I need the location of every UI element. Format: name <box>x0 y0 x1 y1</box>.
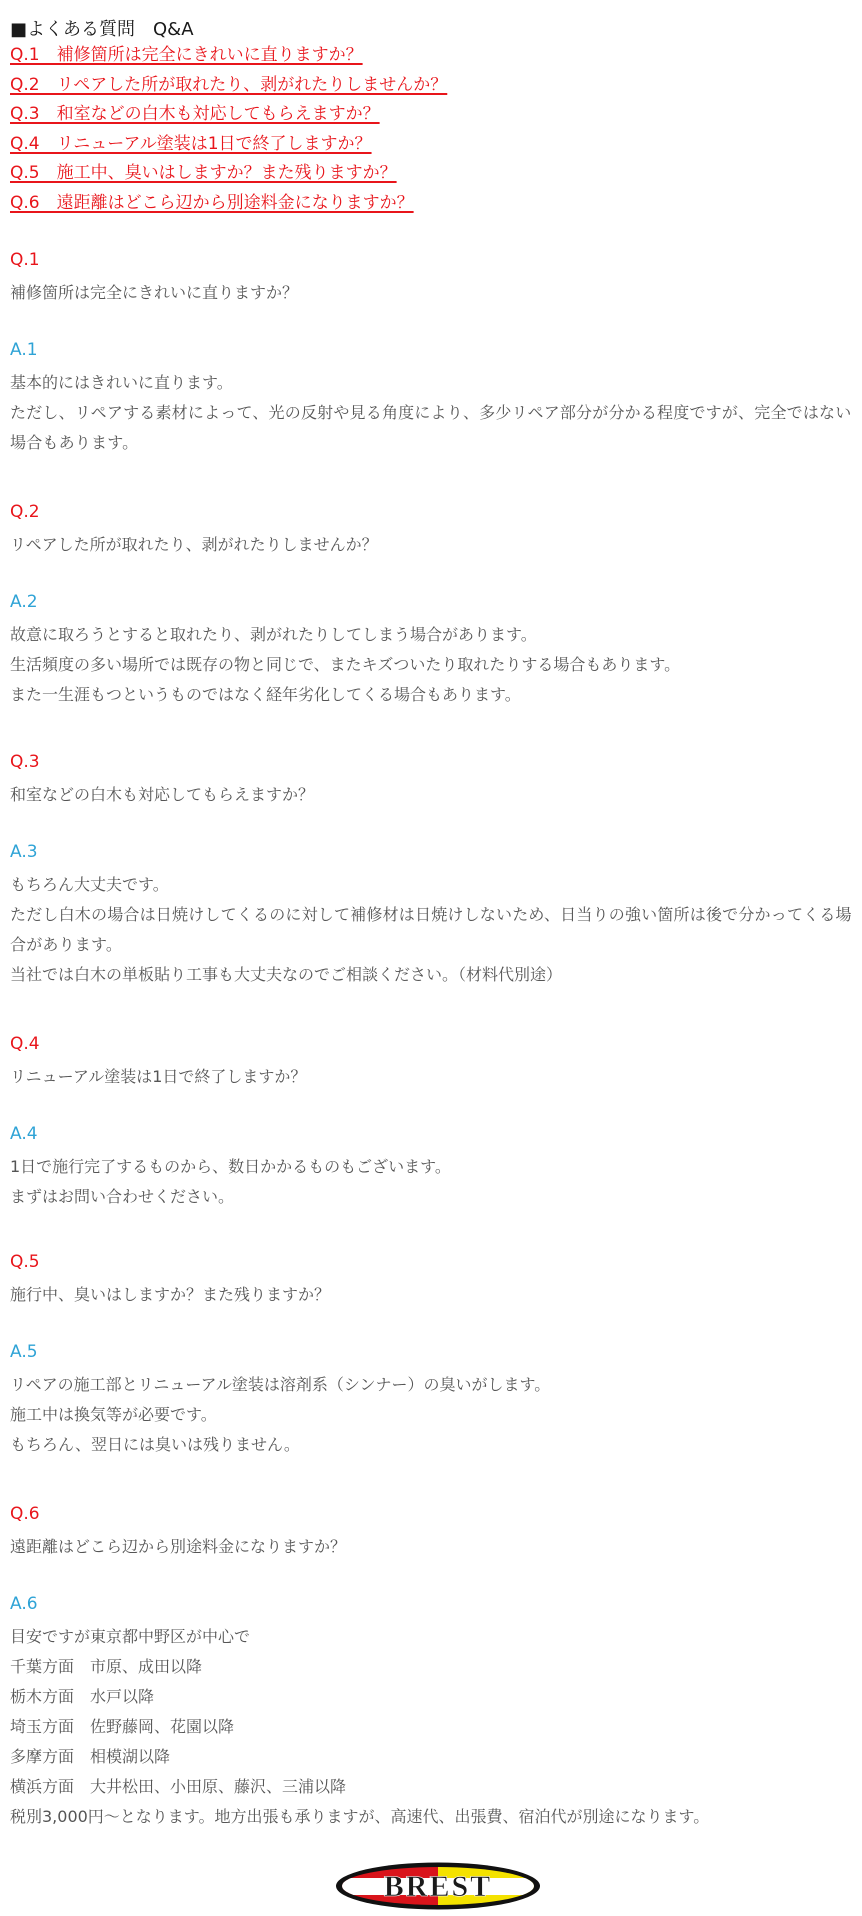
answer-6 <box>10 1592 855 1832</box>
answer-line: 横浜方面 大井松田、小田原、藤沢、三浦以降 <box>10 1777 347 1796</box>
logo-emblem <box>335 1862 541 1910</box>
answer-label: A.2 <box>10 592 38 612</box>
question-text: リペアした所が取れたり、剥がれたりしませんか？ <box>10 535 378 554</box>
answer-line: まずはお問い合わせください。 <box>10 1187 235 1206</box>
answer-line: 1日で施行完了するものから、数日かかるものもございます。 <box>10 1157 451 1176</box>
answer-line: 多摩方面 相模湖以降 <box>10 1747 171 1766</box>
faq-item-3 <box>10 750 855 810</box>
faq-item-5 <box>10 1250 855 1310</box>
question-label: Q.5 <box>10 1252 40 1272</box>
answer-line: ただし、リペアする素材によって、光の反射や見る角度により、多少リペア部分が分かる程度ですが、完全ではない場合もあります。 <box>10 403 852 452</box>
logo-wordmark: BREST <box>383 1870 493 1903</box>
answer-label: A.1 <box>10 340 38 360</box>
faq-link-q4[interactable]: Q.4 リニューアル塗装は1日で終了しますか？ <box>10 133 372 154</box>
answer-line: もちろん、翌日には臭いは残りません。 <box>10 1435 300 1454</box>
page-title: ■よくある質問 Q&A <box>10 19 194 40</box>
answer-line: もちろん大丈夫です。 <box>10 875 169 894</box>
answer-3 <box>10 840 855 990</box>
answer-line: 生活頻度の多い場所では既存の物と同じで、またキズついたり取れたりする場合もあります。 <box>10 655 681 674</box>
answer-line: また一生涯もつというものではなく経年劣化してくる場合もあります。 <box>10 685 521 704</box>
question-label: Q.1 <box>10 250 40 270</box>
answer-line: リペアの施工部とリニューアル塗装は溶剤系（シンナー）の臭いがします。 <box>10 1375 551 1394</box>
question-text: 補修箇所は完全にきれいに直りますか？ <box>10 283 299 302</box>
answer-line: 基本的にはきれいに直ります。 <box>10 373 233 392</box>
answer-4 <box>10 1122 855 1212</box>
faq-item-4 <box>10 1032 855 1092</box>
faq-item-1 <box>10 248 855 308</box>
answer-line: 栃木方面 水戸以降 <box>10 1687 155 1706</box>
answer-label: A.4 <box>10 1124 38 1144</box>
answer-line: ただし白木の場合は日焼けしてくるのに対して補修材は日焼けしないため、日当りの強い箇所は後で分かってくる場合があります。 <box>10 905 852 954</box>
brest-logo <box>335 1862 541 1910</box>
answer-label: A.5 <box>10 1342 38 1362</box>
faq-link-q5[interactable]: Q.5 施工中、臭いはしますか？また残りますか？ <box>10 163 397 184</box>
faq-link-q3[interactable]: Q.3 和室などの白木も対応してもらえますか？ <box>10 104 380 125</box>
answer-line: 千葉方面 市原、成田以降 <box>10 1657 203 1676</box>
question-text: リニューアル塗装は1日で終了しますか？ <box>10 1067 307 1086</box>
answer-line: 目安ですが東京都中野区が中心で <box>10 1627 251 1646</box>
question-text: 和室などの白木も対応してもらえますか？ <box>10 785 315 804</box>
answer-2 <box>10 590 855 710</box>
answer-line: 税別3,000円～となります。地方出張も承りますが、高速代、出張費、宿泊代が別途になります。 <box>10 1807 710 1826</box>
faq-index <box>10 42 447 220</box>
answer-line: 故意に取ろうとすると取れたり、剥がれたりしてしまう場合があります。 <box>10 625 537 644</box>
question-label: Q.6 <box>10 1504 40 1524</box>
question-text: 遠距離はどこら辺から別途料金になりますか？ <box>10 1537 347 1556</box>
question-label: Q.4 <box>10 1034 40 1054</box>
answer-label: A.6 <box>10 1594 38 1614</box>
question-label: Q.3 <box>10 752 40 772</box>
answer-1 <box>10 338 855 458</box>
faq-link-q2[interactable]: Q.2 リペアした所が取れたり、剥がれたりしませんか？ <box>10 74 448 95</box>
faq-item-2 <box>10 500 855 560</box>
faq-link-q1[interactable]: Q.1 補修箇所は完全にきれいに直りますか？ <box>10 45 363 65</box>
faq-item-6 <box>10 1502 855 1562</box>
answer-line: 施工中は換気等が必要です。 <box>10 1405 217 1424</box>
answer-label: A.3 <box>10 842 38 862</box>
answer-5 <box>10 1340 855 1460</box>
answer-line: 当社では白木の単板貼り工事も大丈夫なのでご相談ください。（材料代別途） <box>10 965 563 984</box>
faq-link-q6[interactable]: Q.6 遠距離はどこら辺から別途料金になりますか？ <box>10 192 414 213</box>
question-label: Q.2 <box>10 502 40 522</box>
answer-line: 埼玉方面 佐野藤岡、花園以降 <box>10 1717 235 1736</box>
question-text: 施行中、臭いはしますか？また残りますか？ <box>10 1285 331 1304</box>
